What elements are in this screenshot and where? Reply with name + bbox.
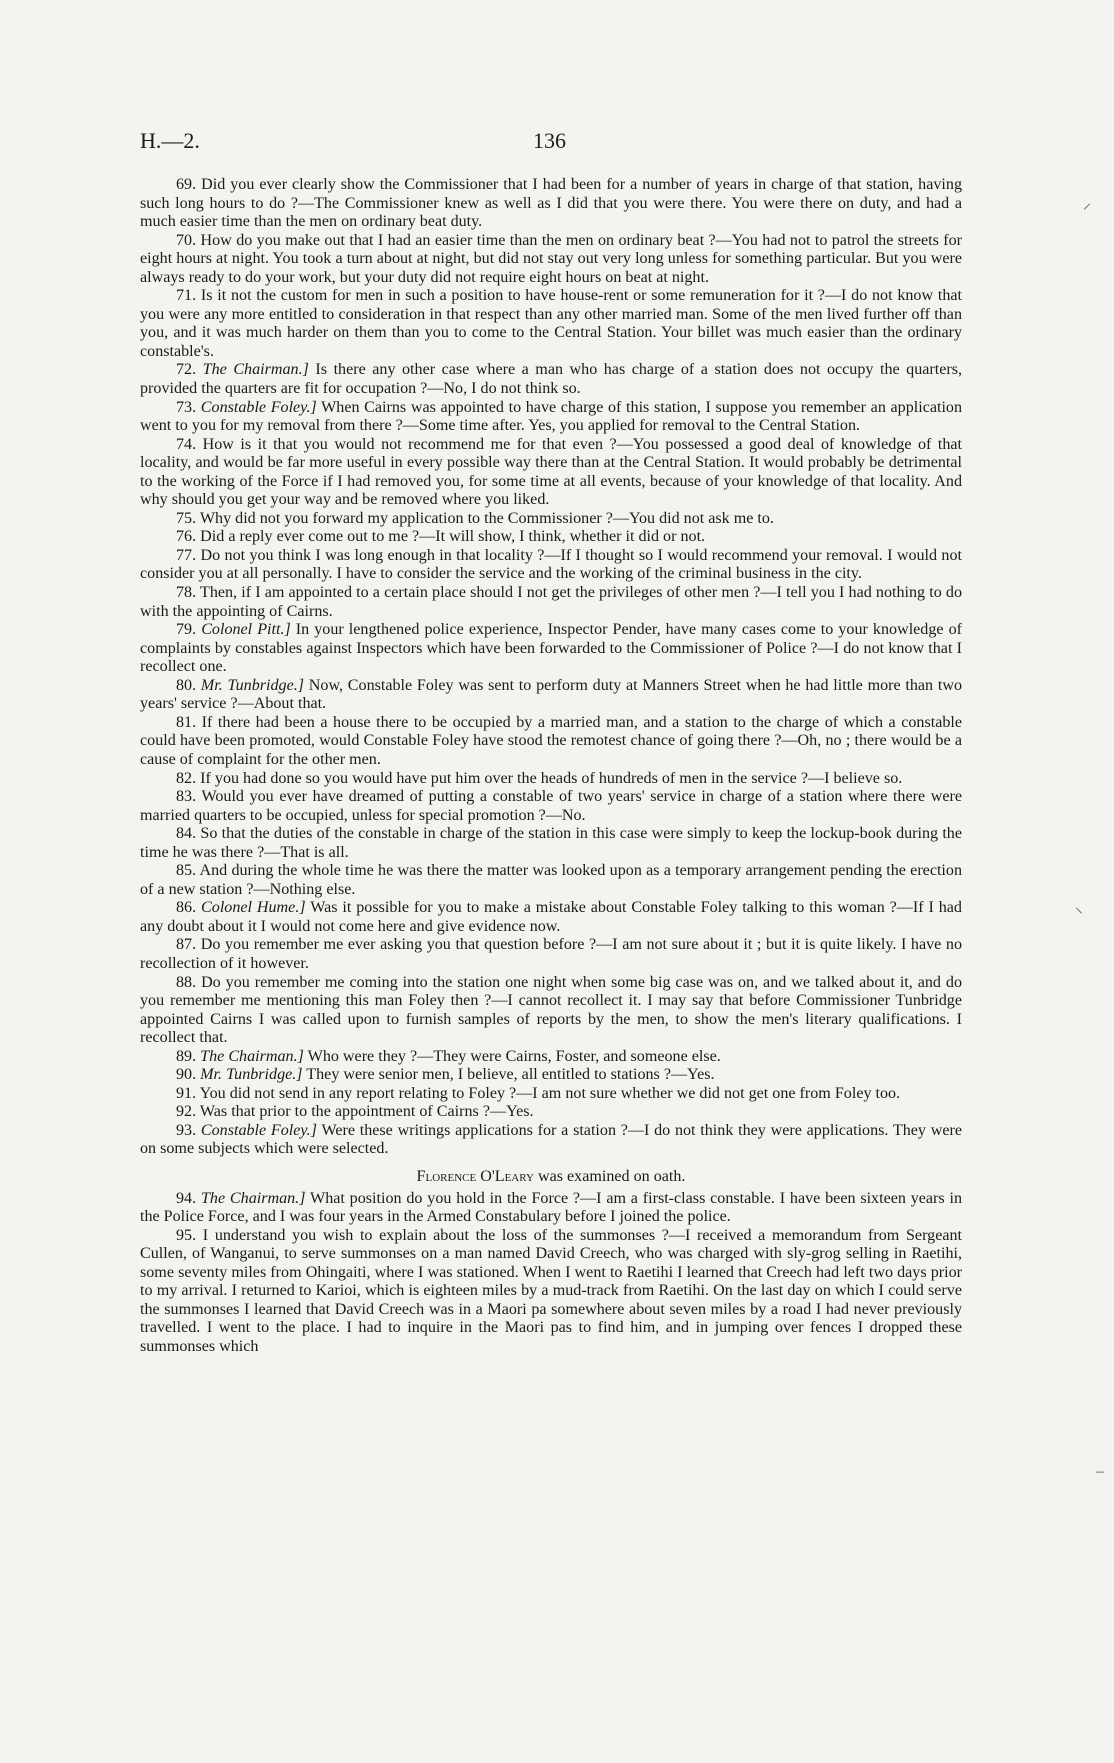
page-number: 136 — [533, 128, 566, 153]
page-header — [140, 128, 970, 158]
section-heading — [140, 1168, 962, 1187]
paragraph-text: Then, if I am appointed to a certain place should I not get the privileges of other men ?—I tell you I had nothing to do with the appointing of Cairns. — [140, 584, 962, 620]
speaker-name: Colonel Hume.] — [201, 899, 306, 917]
paragraph-text: Is there any other case where a man who has charge of a station does not occupy the quarters, provided the quarters are fit for occupation ?—No, I do not think so. — [140, 361, 963, 398]
paragraph-text: When Cairns was appointed to have charge of this station, I suppose you remember an application went to you for my removal from there ?—Some time after. Yes, you applied for removal to the Central Station. — [140, 398, 963, 435]
witness-name: Florence O'Leary — [416, 1167, 534, 1185]
paragraph-text: If there had been a house there to be occupied by a married man, and a station to the charge of which a constable could have been promoted, would Constable Foley have stood the remotest chance of going there ?—Oh, no ; there would be a cause of complaint for the other men. — [140, 713, 962, 768]
speaker-name: The Chairman.] — [200, 1047, 304, 1065]
paragraph-text: Do not you think I was long enough in that locality ?—If I thought so I would recommend your removal. I would not consider you at all personally. I have to consider the service and the working of the criminal business in the city. — [140, 546, 962, 583]
speaker-name: Constable Foley.] — [200, 398, 317, 416]
paragraph-text: Who were they ?—They were Cairns, Foster, and someone else. — [307, 1047, 721, 1065]
question-answer-paragraph — [140, 714, 962, 770]
paragraph-number: 78. — [176, 584, 197, 602]
paragraph-number: 93. — [176, 1121, 197, 1139]
paragraph-text: Would you ever have dreamed of putting a constable of two years' service in charge of a station where there were married quarters to be occupied, unless for special promotion ?—No. — [140, 788, 962, 824]
paragraph-number: 83. — [176, 788, 197, 806]
paragraph-number: 76. — [176, 528, 197, 546]
question-answer-paragraph — [140, 974, 962, 1048]
paragraph-text: Do you remember me ever asking you that question before ?—I am not sure about it ; but it is quite likely. I have no recollection of it however. — [140, 936, 963, 972]
paragraph-text: Do you remember me coming into the station one night when some big case was on, and we talked about it, and do you remember me mentioning this man Foley then ?—I cannot recollect it. I may say that before Commissioner Tunbridge appointed Cairns I was called upon to furnish samples of reports by the men, to show the men's literary qualifications. I recollect that. — [140, 973, 962, 1047]
margin-mark: ⸍ — [1083, 202, 1092, 219]
paragraph-number: 80. — [176, 676, 197, 694]
paragraph-text: How do you make out that I had an easier time than the men on ordinary beat ?—You had not to patrol the streets for eight hours at night. You took a turn about at night, but did not stay out very long unless for something particular. But you were always ready to do your work, but your duty did not require eight hours on beat at night. — [140, 231, 962, 286]
paragraph-number: 86. — [176, 899, 197, 917]
paragraph-text: In your lengthened police experience, Inspector Pender, have many cases come to your knowledge of complaints by constables against Inspectors which have been forwarded to the Commissioner of Police ?—I do not know that I recollect one. — [140, 621, 963, 676]
question-answer-paragraph — [140, 1190, 962, 1227]
paragraph-number: 71. — [176, 287, 197, 305]
paragraph-text: If you had done so you would have put him over the heads of hundreds of men in the service ?—I believe so. — [200, 769, 903, 787]
question-answer-paragraph — [140, 361, 962, 398]
speaker-name: Constable Foley.] — [200, 1121, 317, 1139]
paragraph-number: 82. — [176, 769, 197, 787]
question-answer-paragraph — [140, 232, 962, 288]
question-answer-paragraph — [140, 788, 962, 825]
question-answer-paragraph — [140, 287, 962, 361]
margin-mark: – — [1096, 1463, 1104, 1480]
paragraph-number: 85. — [176, 862, 197, 880]
paragraph-number: 92. — [176, 1103, 197, 1121]
question-answer-paragraph — [140, 1122, 962, 1159]
question-answer-paragraph — [140, 621, 962, 677]
question-answer-paragraph — [140, 399, 962, 436]
speaker-name: Mr. Tunbridge.] — [200, 1066, 303, 1084]
paragraph-number: 88. — [176, 973, 197, 991]
question-answer-paragraph — [140, 510, 962, 529]
speaker-name: The Chairman.] — [202, 361, 309, 379]
paragraph-text: Was it possible for you to make a mistake about Constable Foley talking to this woman ?—If I had any doubt about it I would not come here and give evidence now. — [140, 899, 962, 935]
paragraph-number: 73. — [176, 398, 197, 416]
question-answer-paragraph — [140, 1085, 962, 1104]
document-reference: H.—2. — [140, 128, 200, 153]
paragraph-number: 79. — [176, 621, 197, 639]
paragraph-text: Is it not the custom for men in such a position to have house-rent or some remuneration for it ?—I do not know that you were any more entitled to consideration in that respect than any other married man. Some of the men lived further off than you, and it was much harder on them than you to come to the Central Station. Your billet was much easier than the ordinary constable's. — [140, 287, 962, 360]
question-answer-paragraph — [140, 825, 962, 862]
testimony-block-2 — [140, 1190, 962, 1357]
paragraph-number: 95. — [176, 1226, 197, 1244]
question-answer-paragraph — [140, 436, 962, 510]
question-answer-paragraph — [140, 862, 962, 899]
margin-mark: ⸌ — [1075, 906, 1084, 923]
question-answer-paragraph — [140, 899, 962, 936]
paragraph-number: 75. — [176, 509, 197, 527]
paragraph-text: Now, Constable Foley was sent to perform duty at Manners Street when he had little more than two years' service ?—About that. — [140, 676, 962, 713]
paragraph-text: And during the whole time he was there the matter was looked upon as a temporary arrangement pending the erection of a new station ?—Nothing else. — [140, 862, 962, 898]
paragraph-number: 74. — [176, 435, 197, 453]
paragraph-text: Were these writings applications for a station ?—I do not think they were applications. They were on some subjects which were selected. — [140, 1121, 963, 1158]
speaker-name: The Chairman.] — [200, 1189, 306, 1207]
paragraph-number: 91. — [176, 1084, 197, 1102]
paragraph-number: 70. — [176, 231, 197, 249]
paragraph-number: 84. — [176, 825, 197, 843]
question-answer-paragraph — [140, 1227, 962, 1357]
paragraph-text: Did you ever clearly show the Commissioner that I had been for a number of years in charge of that station, having such long hours to do ?—The Commissioner knew as well as I did that you were there. You were there on duty, and had a much easier time than the men on ordinary beat duty. — [140, 176, 962, 231]
speaker-name: Mr. Tunbridge.] — [200, 676, 305, 694]
paragraph-number: 77. — [176, 546, 197, 564]
paragraph-number: 72. — [176, 361, 197, 379]
question-answer-paragraph — [140, 1103, 962, 1122]
section-heading-rest: was examined on oath. — [537, 1167, 686, 1185]
paragraph-number: 87. — [176, 936, 197, 954]
question-answer-paragraph — [140, 677, 962, 714]
question-answer-paragraph — [140, 936, 962, 973]
paragraph-number: 94. — [176, 1189, 197, 1207]
paragraph-text: You did not send in any report relating to Foley ?—I am not sure whether we did not get one from Foley too. — [199, 1084, 901, 1102]
paragraph-number: 81. — [176, 713, 197, 731]
paragraph-text: I understand you wish to explain about the loss of the summonses ?—I received a memorandum from Sergeant Cullen, of Wanganui, to serve summonses on a man named David Creech, who was charged with sly-grog selling in Raetihi, some seventy miles from Ohingaiti, where I was stationed. When I went to Raetihi I learned that Creech had left two days prior to my arrival. I returned to Karioi, which is eighteen miles by a mud-track from Raetihi. On the last day on which I could serve the summonses I learned that David Creech was in a Maori pa somewhere about seven miles by a road I had never previously travelled. I went to the place. I had to inquire in the Maori pas to find him, and in jumping over fences I dropped these summonses which — [140, 1226, 962, 1355]
paragraph-text: Did a reply ever come out to me ?—It will show, I think, whether it did or not. — [200, 528, 706, 546]
paragraph-text: What position do you hold in the Force ?—I am a first-class constable. I have been sixteen years in the Police Force, and I was four years in the Armed Constabulary before I joined the police. — [140, 1189, 963, 1226]
question-answer-paragraph — [140, 770, 962, 789]
paragraph-number: 69. — [176, 176, 197, 193]
paragraph-number: 89. — [176, 1047, 197, 1065]
question-answer-paragraph — [140, 547, 962, 584]
paragraph-text: How is it that you would not recommend me for that even ?—You possessed a good deal of knowledge of that locality, and would be far more useful in every possible way there than at the Central Station. It would probably be detrimental to the working of the Force if I had removed you, for some time at all events, because of your knowledge of that locality. And why should you get your way and be removed where you liked. — [140, 435, 962, 509]
paragraph-text: Was that prior to the appointment of Cairns ?—Yes. — [199, 1103, 534, 1121]
question-answer-paragraph — [140, 1048, 962, 1067]
question-answer-paragraph — [140, 1066, 962, 1085]
paragraph-text: They were senior men, I believe, all entitled to stations ?—Yes. — [306, 1066, 715, 1084]
paragraph-number: 90. — [176, 1066, 197, 1084]
paragraph-text: So that the duties of the constable in charge of the station in this case were simply to keep the lockup-book during the time he was there ?—That is all. — [140, 825, 962, 861]
page-body — [140, 176, 962, 1356]
testimony-block-1 — [140, 176, 962, 1159]
speaker-name: Colonel Pitt.] — [201, 621, 291, 639]
question-answer-paragraph — [140, 176, 962, 232]
question-answer-paragraph — [140, 528, 962, 547]
question-answer-paragraph — [140, 584, 962, 621]
paragraph-text: Why did not you forward my application to the Commissioner ?—You did not ask me to. — [199, 509, 774, 527]
